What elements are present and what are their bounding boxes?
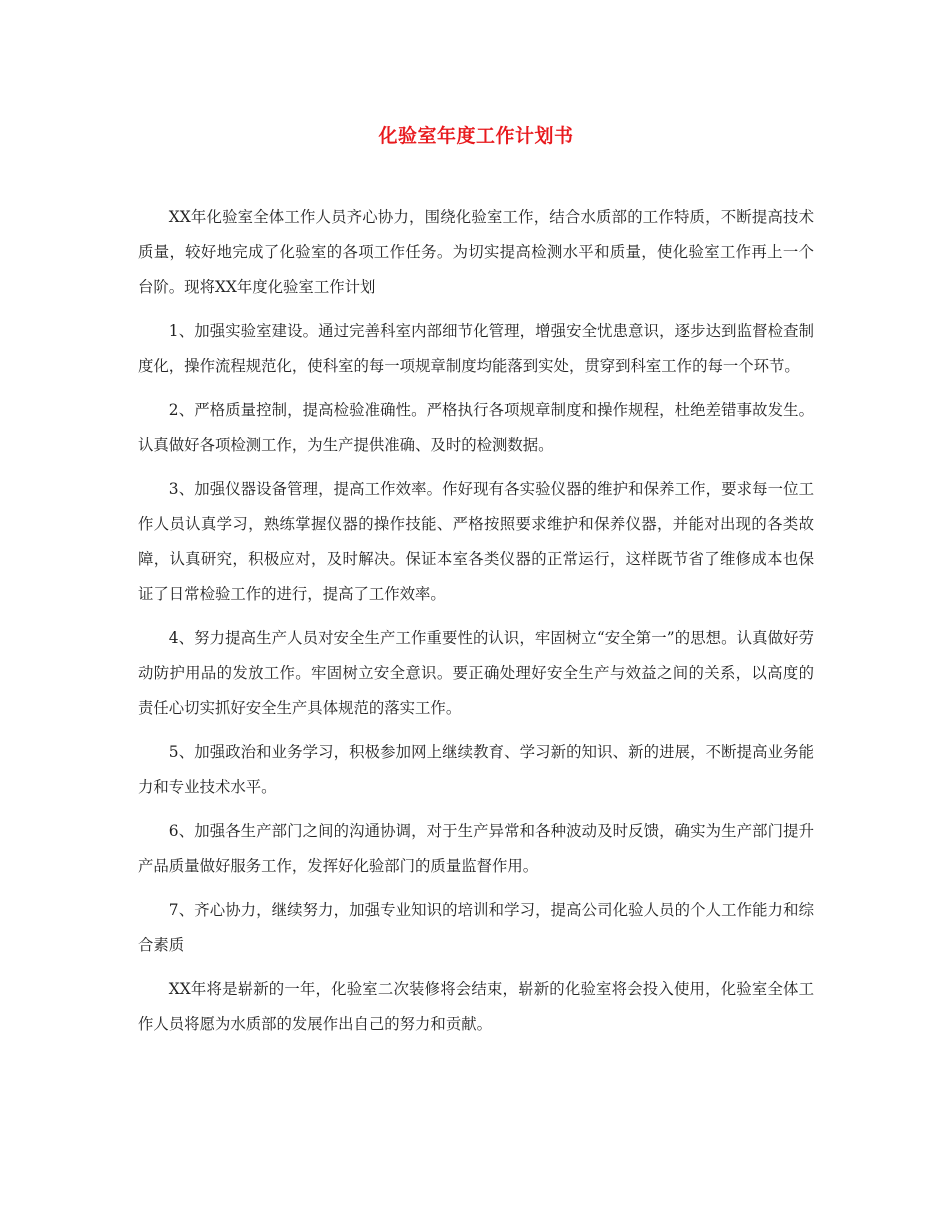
paragraph-item-1: 1、加强实验室建设。通过完善科室内部细节化管理，增强安全忧患意识，逐步达到监督检查制度化，操作流程规范化，使科室的每一项规章制度均能落到实处，贯穿到科室工作的每一个环节。: [138, 322, 814, 375]
paragraph-item-2: 2、严格质量控制，提高检验准确性。严格执行各项规章制度和操作规程，杜绝差错事故发生。认真做好各项检测工作，为生产提供准确、及时的检测数据。: [138, 401, 814, 454]
paragraph-item-6: 6、加强各生产部门之间的沟通协调，对于生产异常和各种波动及时反馈，确实为生产部门提升产品质量做好服务工作，发挥好化验部门的质量监督作用。: [138, 822, 814, 875]
paragraph-item-4: 4、努力提高生产人员对安全生产工作重要性的认识，牢固树立“安全第一”的思想。认真做好劳动防护用品的发放工作。牢固树立安全意识。要正确处理好安全生产与效益之间的关系，以高度的责任心切实抓好安全生产具体规范的落实工作。: [138, 629, 814, 717]
document-body: [138, 200, 814, 1042]
document-title: 化验室年度工作计划书: [378, 125, 574, 147]
paragraph-item-3: 3、加强仪器设备管理，提高工作效率。作好现有各实验仪器的维护和保养工作，要求每一位工作人员认真学习，熟练掌握仪器的操作技能、严格按照要求维护和保养仪器，并能对出现的各类故障，认真研究，积极应对，及时解决。保证本室各类仪器的正常运行，这样既节省了维修成本也保证了日常检验工作的进行，提高了工作效率。: [138, 480, 814, 603]
document-page: [138, 112, 814, 1051]
paragraph-intro: XX年化验室全体工作人员齐心协力，围绕化验室工作，结合水质部的工作特质，不断提高技术质量，较好地完成了化验室的各项工作任务。为切实提高检测水平和质量，使化验室工作再上一个台阶。现将XX年度化验室工作计划: [138, 208, 814, 296]
paragraph-item-5: 5、加强政治和业务学习，积极参加网上继续教育、学习新的知识、新的进展，不断提高业务能力和专业技术水平。: [138, 743, 814, 796]
paragraph-conclusion: XX年将是崭新的一年，化验室二次装修将会结束，崭新的化验室将会投入使用，化验室全体工作人员将愿为水质部的发展作出自己的努力和贡献。: [138, 980, 814, 1033]
paragraph-item-7: 7、齐心协力，继续努力，加强专业知识的培训和学习，提高公司化验人员的个人工作能力和综合素质: [138, 901, 814, 954]
